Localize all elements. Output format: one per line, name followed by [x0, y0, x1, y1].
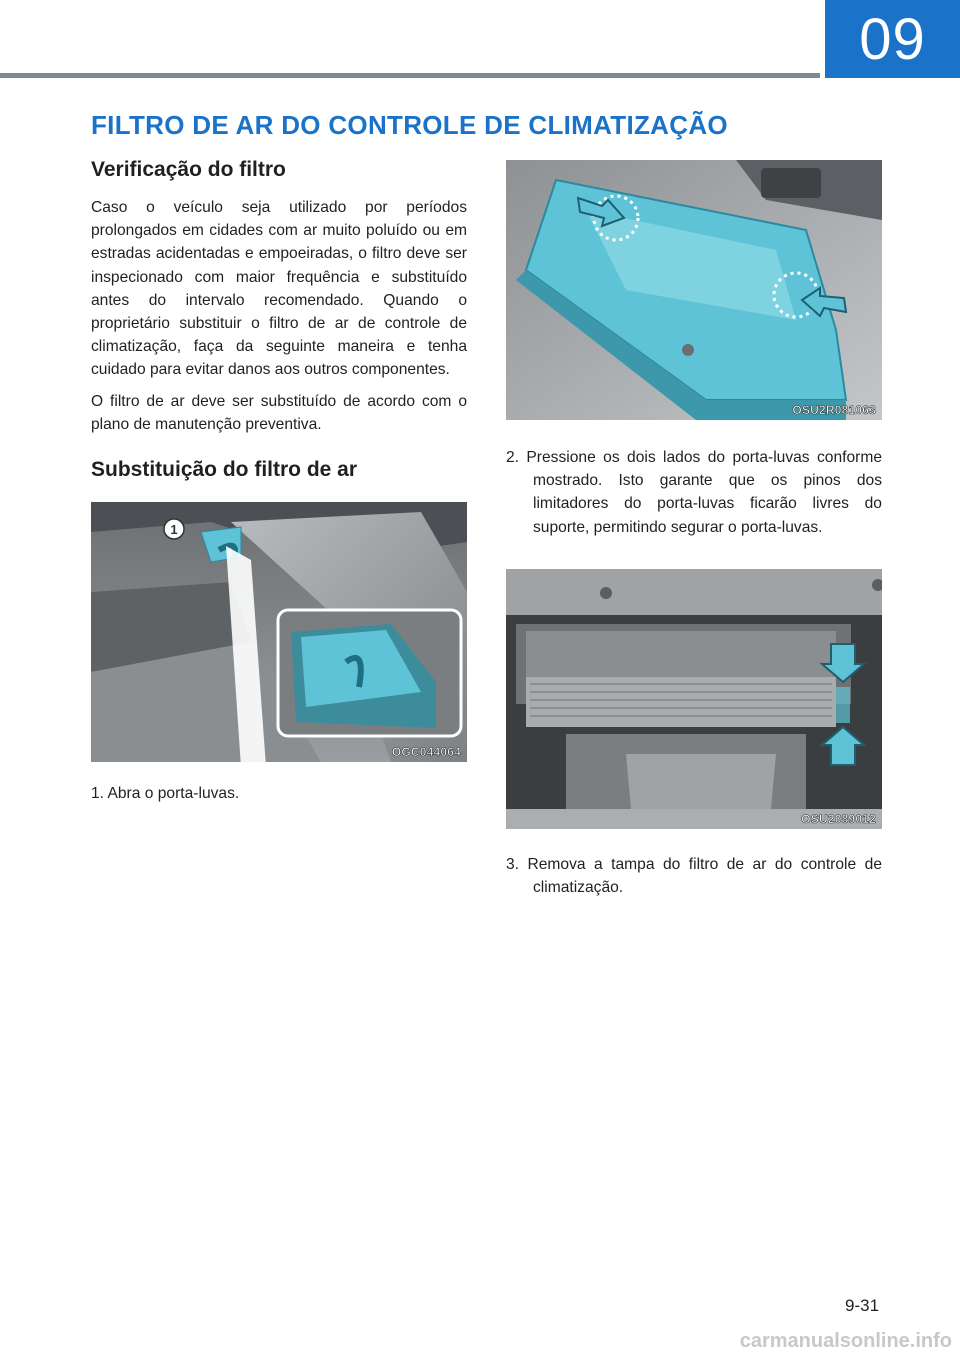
glovebox-open-illustration	[91, 502, 467, 762]
heading-verificacao: Verificação do filtro	[91, 158, 286, 181]
filter-cover-image	[506, 569, 882, 829]
footer-watermark: carmanualsonline.info	[739, 1330, 952, 1352]
steps-list-right-b	[506, 853, 882, 899]
image-code-label: OSU2089012	[801, 811, 876, 826]
glovebox-open-image	[91, 502, 467, 762]
glovebox-press-image	[506, 160, 882, 420]
callout-number: 1	[170, 522, 178, 538]
filter-cover-illustration	[506, 569, 882, 829]
right-column	[506, 160, 882, 899]
paragraph-inspection: Caso o veículo seja utilizado por períodos prolongados em cidades com ar muito poluído ou em estradas acidentadas e empoeiradas, o filtro deve ser inspecionado com maior frequência e substituído antes do intervalo recomendado. Quando o proprietário substituir o filtro de ar de controle de climatização, faça da seguinte maneira e tenha cuidado para evitar danos aos outros componentes.	[91, 199, 467, 379]
paragraph-maintenance: O filtro de ar deve ser substituído de acordo com o plano de manutenção preventiva.	[91, 392, 467, 433]
glovebox-press-illustration	[506, 160, 882, 420]
step-1: 1. Abra o porta-luvas.	[91, 785, 240, 803]
step-3: 3. Remova a tampa do filtro de ar do controle de climatização.	[506, 855, 882, 897]
image-code-label: OSU2R081063	[792, 403, 876, 417]
image-code-label: OGC044064	[391, 745, 461, 760]
header-rule	[0, 73, 820, 78]
steps-list-right-a	[506, 446, 882, 539]
section-title: FILTRO DE AR DO CONTROLE DE CLIMATIZAÇÃO	[91, 110, 728, 140]
steps-list-left	[91, 782, 467, 805]
page-number: 9-31	[845, 1296, 880, 1315]
left-column	[91, 158, 467, 805]
chapter-tab: 09	[825, 0, 960, 78]
heading-substituicao: Substituição do filtro de ar	[91, 458, 358, 482]
step-2: 2. Pressione os dois lados do porta-luvas conforme mostrado. Isto garante que os pinos dos limitadores do porta-luvas ficarão livres do suporte, permitindo segurar o porta-luvas.	[506, 449, 882, 536]
